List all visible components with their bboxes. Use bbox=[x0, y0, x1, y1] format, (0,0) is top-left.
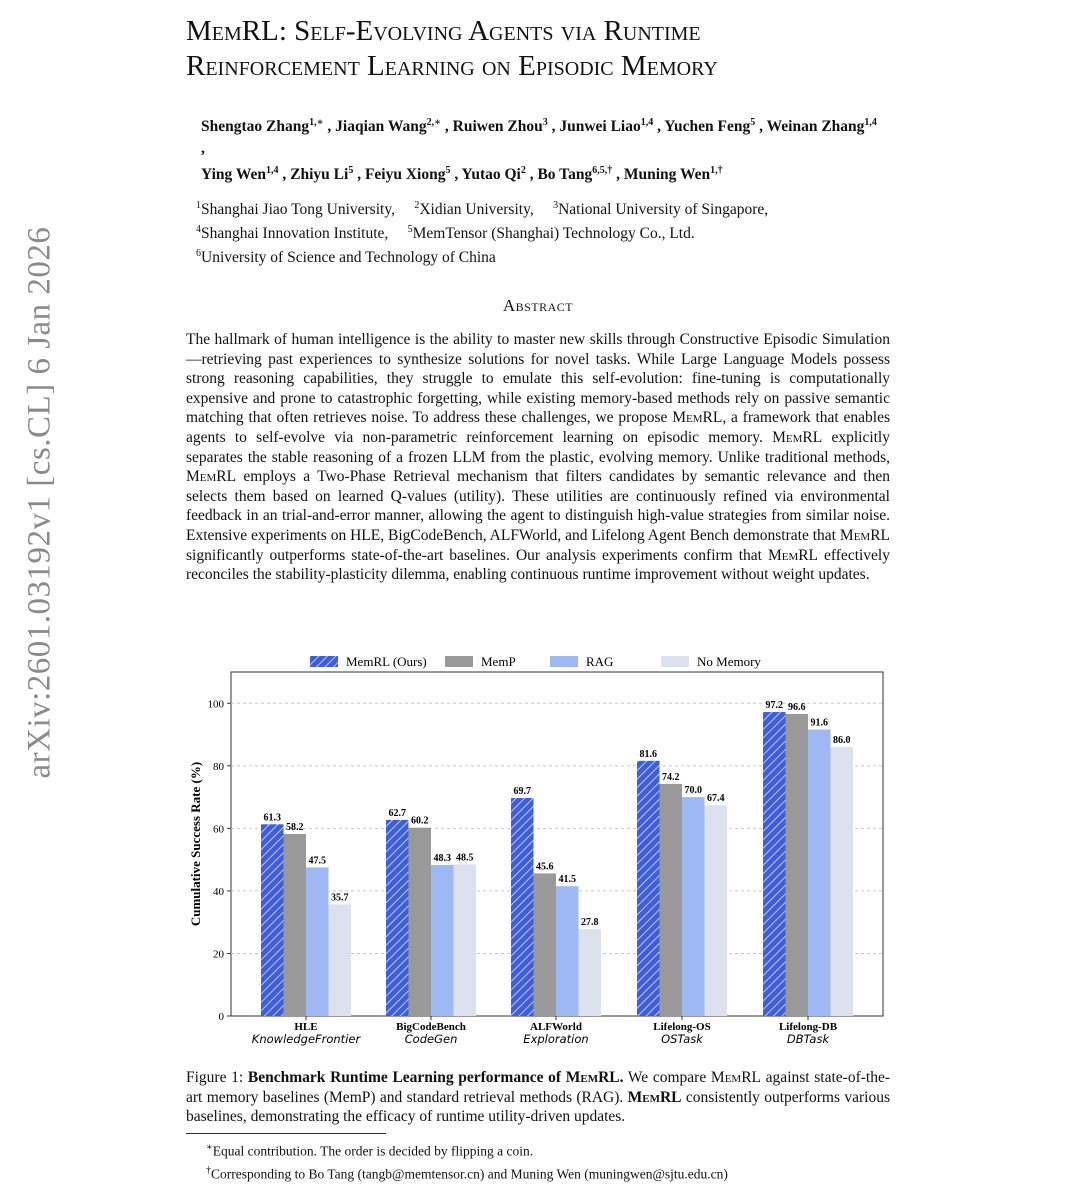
bar-rag bbox=[431, 865, 454, 1016]
x-tick-label: Lifelong-DB bbox=[778, 1021, 838, 1033]
y-tick-label: 60 bbox=[213, 823, 224, 836]
x-tick-label: HLE bbox=[294, 1021, 318, 1033]
author: Shengtao Zhang$^{1,∗}$ bbox=[201, 117, 324, 136]
author: Muning Wen$^{1,\dagger}$ bbox=[623, 165, 723, 184]
bar-value-label: 41.5 bbox=[558, 874, 576, 886]
bar-value-label: 86.0 bbox=[833, 735, 851, 747]
author: Junwei Liao$^{1,4}$ bbox=[559, 117, 654, 136]
bar-value-label: 70.0 bbox=[684, 785, 702, 797]
bar-memrl-ours bbox=[511, 798, 534, 1016]
author: Zhiyu Li$^5$ bbox=[290, 165, 354, 184]
x-tick-label: BigCodeBench bbox=[396, 1021, 466, 1033]
bar-value-label: 96.6 bbox=[788, 701, 806, 713]
bar-rag bbox=[808, 730, 831, 1016]
bar-memrl-ours bbox=[261, 824, 284, 1016]
bar-no-memory bbox=[705, 805, 728, 1016]
legend-swatch bbox=[661, 656, 689, 667]
x-tick-sublabel: CodeGen bbox=[404, 1032, 458, 1046]
x-tick-sublabel: Exploration bbox=[523, 1032, 589, 1046]
legend-swatch bbox=[310, 656, 338, 667]
bar-rag bbox=[306, 867, 329, 1016]
author: Yutao Qi$^2$ bbox=[461, 165, 526, 184]
bar-value-label: 58.2 bbox=[286, 821, 304, 833]
paper-title bbox=[186, 14, 986, 84]
bar-no-memory bbox=[329, 904, 352, 1016]
bar-no-memory bbox=[579, 929, 602, 1016]
y-tick-label: 100 bbox=[207, 698, 224, 711]
bar-memp bbox=[534, 873, 557, 1016]
plot-area bbox=[188, 672, 883, 1046]
bar-memrl-ours bbox=[637, 761, 660, 1016]
benchmark-bar-chart bbox=[180, 650, 900, 1050]
affiliation: $^2$Xidian University, bbox=[414, 200, 534, 219]
y-tick-label: 20 bbox=[213, 948, 224, 961]
legend-label: MemRL (Ours) bbox=[346, 654, 427, 669]
bar-memp bbox=[786, 714, 809, 1016]
bar-memp bbox=[284, 834, 307, 1016]
bar-value-label: 61.3 bbox=[263, 812, 281, 824]
affiliation: $^6$University of Science and Technology of China bbox=[196, 248, 496, 267]
footnote: †Corresponding to Bo Tang (tangb@memtensor.cn) and Muning Wen (muningwen@sjtu.edu.cn) bbox=[206, 1164, 728, 1181]
title-line-2: Reinforcement Learning on Episodic Memory bbox=[186, 50, 718, 82]
chart-legend bbox=[310, 654, 761, 669]
bar-memrl-ours bbox=[763, 712, 786, 1016]
author: Ying Wen$^{1,4}$ bbox=[201, 165, 279, 184]
footnote-rule bbox=[186, 1133, 386, 1134]
bar-value-label: 35.7 bbox=[331, 892, 349, 904]
bar-value-label: 81.6 bbox=[639, 748, 657, 760]
author-list: Shengtao Zhang$^{1,∗}$ , Jiaqian Wang$^{2,∗}$ , Ruiwen Zhou$^3$ , Junwei Liao$^{1,4}$ , Yuchen Feng$^5$ , Weinan Zhang$^{1,4}$ , Ying Wen$^{1,4}$ , Zhiyu Li$^5$ , Feiyu Xiong$^5$ , Yutao Qi$^2$ , Bo Tang$^{6,5,\dagger}$ , Muning Wen$^{1,\dagger}$ bbox=[201, 117, 877, 184]
bar-value-label: 74.2 bbox=[662, 771, 680, 783]
x-tick-label: ALFWorld bbox=[530, 1021, 582, 1033]
bar-rag bbox=[556, 886, 579, 1016]
author: Feiyu Xiong$^5$ bbox=[364, 165, 451, 184]
bar-memp bbox=[660, 784, 683, 1016]
author: Jiaqian Wang$^{2,∗}$ bbox=[335, 117, 442, 136]
footnote: ∗Equal contribution. The order is decided by flipping a coin. bbox=[206, 1142, 534, 1159]
bar-memp bbox=[409, 828, 432, 1016]
bar-value-label: 48.5 bbox=[456, 852, 474, 864]
legend-swatch bbox=[550, 656, 578, 667]
affiliation: $^1$Shanghai Jiao Tong University, bbox=[196, 200, 395, 219]
y-tick-label: 80 bbox=[213, 760, 224, 773]
footnotes bbox=[206, 1138, 906, 1183]
author: Ruiwen Zhou$^3$ bbox=[452, 117, 548, 136]
abstract-body: The hallmark of human intelligence is the ability to master new skills through Constructive Episodic Simulation—retrieving past experiences to synthesize solutions for novel tasks. While Large Language Models possess strong reasoning capabilities, they struggle to emulate this self-evolution: fine-tuning is computationally expensive and prone to catastrophic forgetting, while existing memory-based methods rely on passive semantic matching that often retrieves noise. To address these challenges, we propose MemRL, a framework that enables agents to self-evolve via non-parametric reinforcement learning on episodic memory. MemRL explicitly separates the stable reasoning of a frozen LLM from the plastic, evolving memory. Unlike traditional methods, MemRL employs a Two-Phase Retrieval mechanism that filters candidates by semantic relevance and then selects them based on learned Q-values (utility). These utilities are continuously refined via environmental feedback in an trial-and-error manner, allowing the agent to distinguish high-value strategies from similar noise. Extensive experiments on HLE, BigCodeBench, ALFWorld, and Lifelong Agent Bench demonstrate that MemRL significantly outperforms state-of-the-art baselines. Our analysis experiments confirm that MemRL effectively reconciles the stability-plasticity dilemma, enabling continuous runtime improvement without weight updates. bbox=[186, 331, 891, 584]
affiliation: $^5$MemTensor (Shanghai) Technology Co., Ltd. bbox=[407, 224, 695, 243]
legend-swatch bbox=[445, 656, 473, 667]
y-tick-label: 0 bbox=[218, 1011, 224, 1023]
bar-value-label: 97.2 bbox=[765, 700, 783, 712]
bar-rag bbox=[682, 797, 705, 1016]
figure-caption: Figure 1: Benchmark Runtime Learning performance of MemRL. We compare MemRL against state-of-the-art memory baselines (MemP) and standard retrieval methods (RAG). MemRL consistently outperforms various baselines, demonstrating the efficacy of runtime utility-driven updates. bbox=[186, 1069, 890, 1126]
author: Yuchen Feng$^5$ bbox=[664, 117, 756, 136]
title-line-1: MemRL: Self-Evolving Agents via Runtime bbox=[186, 15, 701, 47]
bar-value-label: 48.3 bbox=[433, 852, 451, 864]
x-tick-sublabel: KnowledgeFrontier bbox=[251, 1032, 361, 1046]
bar-no-memory bbox=[831, 747, 854, 1016]
legend-label: RAG bbox=[586, 654, 614, 669]
affiliation: $^4$Shanghai Innovation Institute, bbox=[196, 224, 389, 243]
x-tick-sublabel: OSTask bbox=[661, 1032, 703, 1046]
x-tick-label: Lifelong-OS bbox=[653, 1021, 711, 1033]
bar-value-label: 60.2 bbox=[411, 815, 429, 827]
y-axis-label: Cumulative Success Rate (%) bbox=[188, 761, 203, 927]
bar-value-label: 47.5 bbox=[308, 855, 326, 867]
legend-label: No Memory bbox=[697, 654, 761, 669]
arxiv-side-label: arXiv:2601.03192v1 [cs.CL] 6 Jan 2026 bbox=[21, 226, 58, 779]
y-tick-label: 40 bbox=[213, 885, 224, 898]
bar-value-label: 91.6 bbox=[810, 717, 828, 729]
bar-value-label: 67.4 bbox=[707, 793, 725, 805]
affiliations bbox=[196, 196, 896, 268]
bar-value-label: 27.8 bbox=[581, 917, 599, 929]
abstract-heading: Abstract bbox=[502, 296, 574, 315]
bar-value-label: 69.7 bbox=[513, 786, 531, 798]
bar-memrl-ours bbox=[386, 820, 409, 1016]
author: Bo Tang$^{6,5,\dagger}$ bbox=[537, 165, 613, 184]
author: Weinan Zhang$^{1,4}$ bbox=[766, 117, 877, 136]
x-tick-sublabel: DBTask bbox=[786, 1032, 830, 1046]
affiliation: $^3$National University of Singapore, bbox=[553, 200, 769, 219]
bar-no-memory bbox=[454, 864, 477, 1016]
bar-value-label: 62.7 bbox=[388, 807, 406, 819]
bar-value-label: 45.6 bbox=[536, 861, 554, 873]
legend-label: MemP bbox=[481, 654, 516, 669]
